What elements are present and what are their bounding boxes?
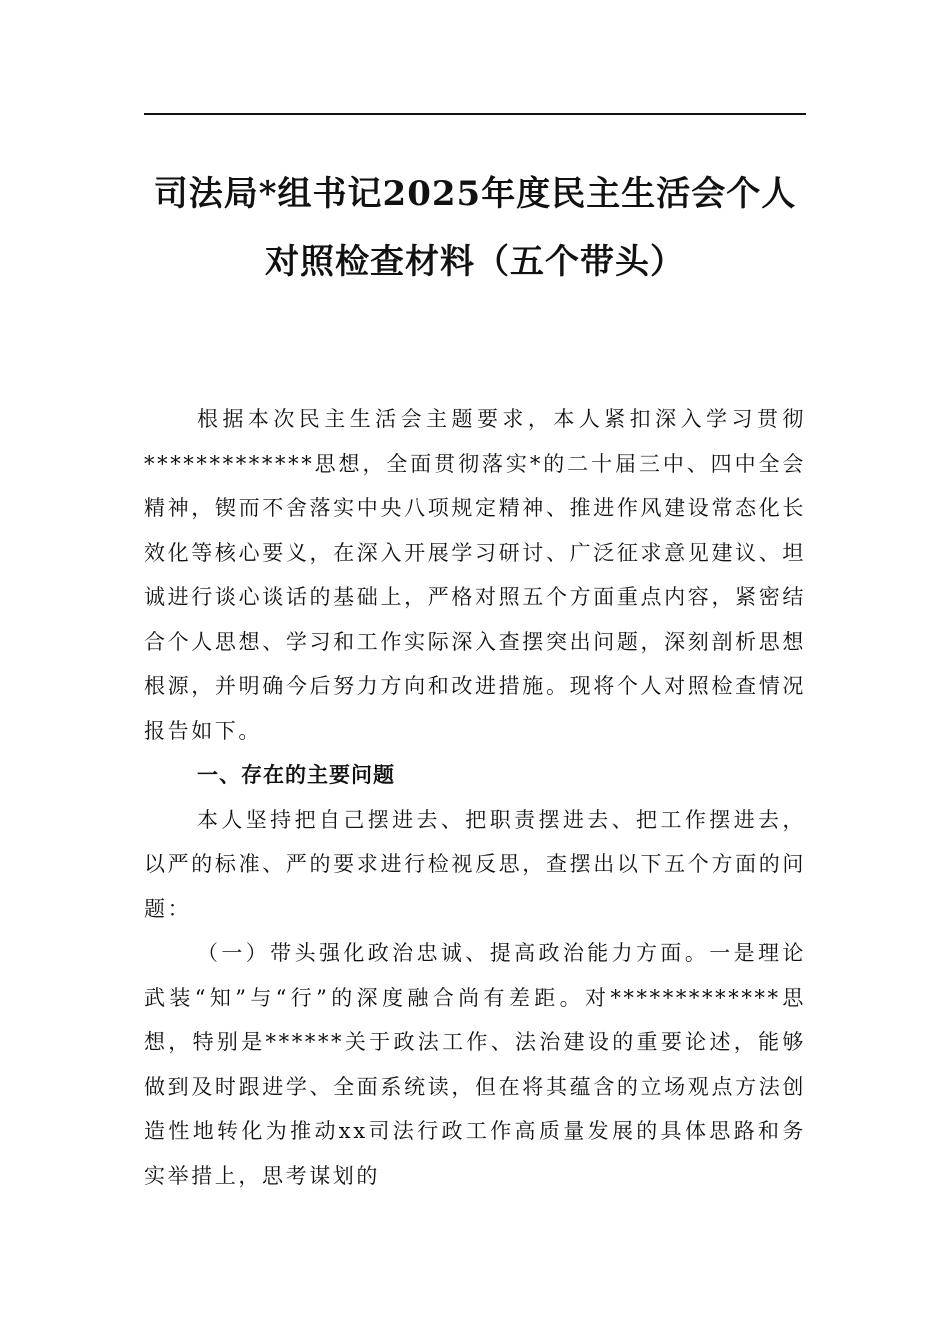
header-rule bbox=[144, 113, 806, 115]
document-body bbox=[144, 397, 806, 1198]
document-title-line-1: 司法局*组书记2025年度民主生活会个人 bbox=[153, 174, 797, 214]
document-title-line-2: 对照检查材料（五个带头） bbox=[265, 242, 685, 282]
item-1-text: 一是理论武装“知”与“行”的深度融合尚有差距。对*************思想，特别是******关于政法工作、法治建设的重要论述，能够做到及时跟进学、全面系统读，但在将其蕴含的立场观点方法创造性地转化为推动xx司法行政工作高质量发展的具体思路和务实举措上，思考谋划的 bbox=[144, 941, 806, 1188]
section-heading-problems: 一、存在的主要问题 bbox=[197, 763, 395, 787]
intro-paragraph: 根据本次民主生活会主题要求，本人紧扣深入学习贯彻*************思想，全面贯彻落实*的二十届三中、四中全会精神，锲而不舍落实中央八项规定精神、推进作风建设常态化长效化等核心要义，在深入开展学习研讨、广泛征求意见建议、坦诚进行谈心谈话的基础上，严格对照五个方面重点内容，紧密结合个人思想、学习和工作实际深入查摆突出问题，深刻剖析思想根源，并明确今后努力方向和改进措施。现将个人对照检查情况报告如下。 bbox=[144, 407, 806, 743]
section-intro-paragraph: 本人坚持把自己摆进去、把职责摆进去、把工作摆进去，以严的标准、严的要求进行检视反思，查摆出以下五个方面的问题： bbox=[144, 807, 806, 921]
item-1-lead: （一）带头强化政治忠诚、提高政治能力方面。 bbox=[197, 941, 710, 965]
item-1-paragraph bbox=[144, 931, 806, 1198]
